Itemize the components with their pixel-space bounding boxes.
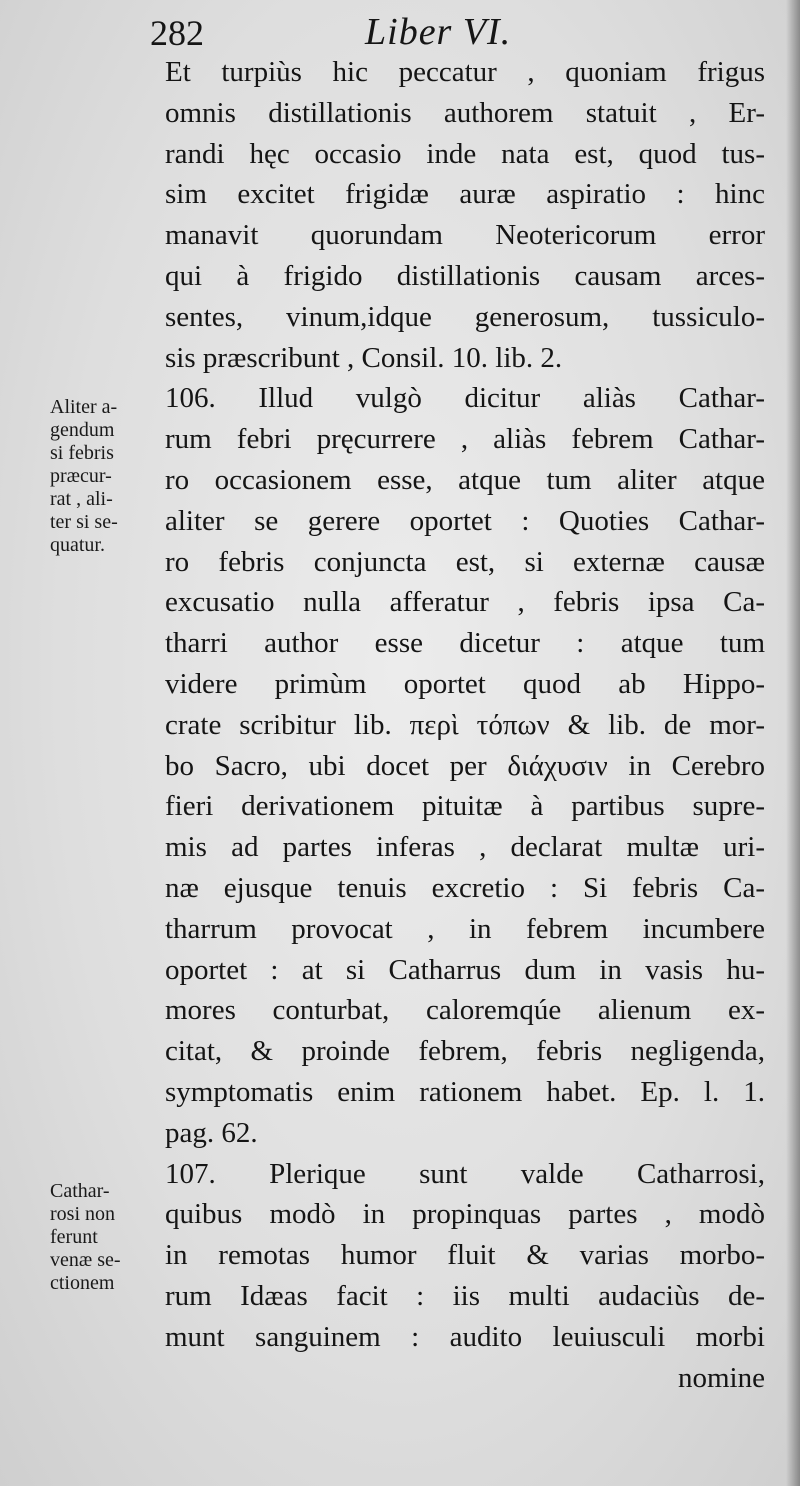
text-line: aliter se gerere oportet : Quoties Cathar- [165, 504, 765, 537]
paragraph-106-start: 106. Illud vulgò dicitur aliàs Cathar- [165, 382, 765, 415]
text-line: crate scribitur lib. περὶ τόπων & lib. de mor- [165, 708, 765, 741]
text-line: symptomatis enim rationem habet. Ep. l. 1. [165, 1075, 765, 1108]
text-line: mis ad partes inferas , declarat multæ uri- [165, 831, 765, 864]
text-line: sim excitet frigidæ auræ aspiratio : hinc [165, 178, 765, 211]
text-line: pag. 62. [165, 1116, 258, 1149]
page-edge-shadow [786, 0, 800, 1486]
text-line: sis præscribunt , Consil. 10. lib. 2. [165, 341, 563, 374]
running-title: Liber VI. [365, 11, 512, 53]
catchword: nomine [678, 1361, 765, 1394]
margin-note-line: si febris [50, 442, 114, 464]
text-line: næ ejusque tenuis excretio : Si febris Ca- [165, 871, 765, 904]
margin-note-line: ctionem [50, 1272, 115, 1294]
margin-note-line: gendum [50, 419, 115, 441]
text-line: citat, & proinde febrem, febris negligenda, [165, 1035, 765, 1068]
text-line: quibus modò in propinquas partes , modò [165, 1198, 765, 1231]
text-line: ro febris conjuncta est, si externæ causæ [165, 545, 765, 578]
text-line: mores conturbat, caloremqúe alienum ex- [165, 994, 765, 1027]
main-text-block [165, 52, 765, 1398]
text-line: oportet : at si Catharrus dum in vasis hu- [165, 953, 765, 986]
text-line: tharrum provocat , in febrem incumbere [165, 912, 765, 945]
text-line: excusatio nulla afferatur , febris ipsa Ca- [165, 586, 765, 619]
margin-note-line: rat , ali- [50, 488, 113, 510]
margin-note-line: ferunt [50, 1226, 98, 1248]
margin-note-line: quatur. [50, 534, 105, 556]
margin-note-line: præcur- [50, 465, 112, 487]
margin-note-line: rosi non [50, 1203, 115, 1225]
margin-note-line: venæ se- [50, 1249, 121, 1271]
page-number: 282 [150, 13, 204, 53]
text-line: bo Sacro, ubi docet per διάχυσιν in Cerebro [165, 749, 765, 782]
margin-note-107 [50, 1180, 160, 1295]
text-line: manavit quorundam Neotericorum error [165, 219, 765, 252]
margin-note-line: Cathar- [50, 1180, 110, 1202]
text-line: randi hęc occasio inde nata est, quod tus- [165, 137, 765, 170]
text-line: ro occasionem esse, atque tum aliter atque [165, 463, 765, 496]
text-line: videre primùm oportet quod ab Hippo- [165, 667, 765, 700]
margin-note-line: Aliter a- [50, 396, 118, 418]
margin-note-line: ter si se- [50, 511, 118, 533]
paragraph-107-start: 107. Plerique sunt valde Catharrosi, [165, 1157, 765, 1190]
text-line: rum Idæas facit : iis multi audaciùs de- [165, 1279, 765, 1312]
text-line: omnis distillationis authorem statuit , Er- [165, 96, 765, 129]
running-head [150, 6, 580, 56]
text-line: rum febri pręcurrere , aliàs febrem Cathar- [165, 423, 765, 456]
text-line: qui à frigido distillationis causam arces- [165, 259, 765, 292]
text-line: Et turpiùs hic peccatur , quoniam frigus [165, 56, 765, 88]
margin-note-106 [50, 396, 160, 557]
text-line: munt sanguinem : audito leuiusculi morbi [165, 1320, 765, 1353]
text-line: sentes, vinum,idque generosum, tussiculo- [165, 300, 765, 333]
text-line: tharri author esse dicetur : atque tum [165, 627, 765, 660]
text-line: in remotas humor fluit & varias morbo- [165, 1239, 765, 1272]
text-line: fieri derivationem pituitæ à partibus supre- [165, 790, 765, 823]
